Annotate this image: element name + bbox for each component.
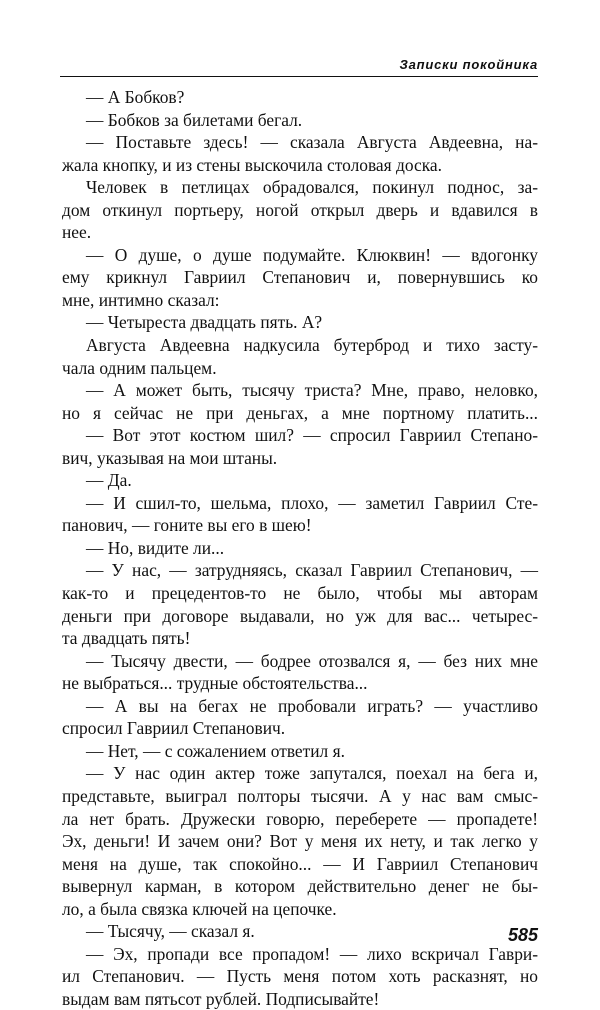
text-line: — А может быть, тысячу триста? Мне, право, неловко, xyxy=(86,380,538,401)
text-line: дом откинул портьеру, ногой открыл дверь и вдавился в xyxy=(62,199,538,220)
text-line: — Вот этот костюм шил? — спросил Гавриил Степано- xyxy=(86,425,538,446)
text-line: — А Бобков? xyxy=(86,87,185,107)
text-line: — Четыреста двадцать пять. А? xyxy=(86,312,323,333)
text-line: представьте, выиграл полторы тысячи. А у нас вам смыс- xyxy=(62,785,538,806)
text-line: вич, указывая на мои штаны. xyxy=(62,447,278,468)
text-line: деньги при договоре выдавали, но уж для вас... четырес- xyxy=(62,605,538,626)
text-line: — А вы на бегах не пробовали играть? — участливо xyxy=(86,695,538,716)
text-line: вывернул карман, в котором действительно денег не бы- xyxy=(62,876,538,897)
running-title: Записки покойника xyxy=(399,57,538,72)
text-line: — У нас один актер тоже запутался, поехал на бега и, xyxy=(86,763,538,784)
text-line: — Нет, — с сожалением ответил я. xyxy=(86,740,345,761)
text-line: мне, интимно сказал: xyxy=(62,289,220,310)
text-line: нее. xyxy=(62,222,92,243)
text-line: — Эх, пропади все пропадом! — лихо вскричал Гаври- xyxy=(86,943,538,964)
text-line: — Но, видите ли... xyxy=(86,537,225,558)
text-line: — У нас, — затрудняясь, сказал Гавриил Степанович, — xyxy=(86,560,538,581)
text-line: — Поставьте здесь! — сказала Августа Авдеевна, на- xyxy=(86,132,538,153)
text-line: — Тысячу, — сказал я. xyxy=(86,921,255,942)
text-line: — О душе, о душе подумайте. Клюквин! — вдогонку xyxy=(86,244,538,265)
text-line: — Да. xyxy=(86,470,132,491)
text-line: не выбраться... трудные обстоятельства... xyxy=(62,673,368,694)
text-line: как-то и прецедентов-то не было, чтобы мы авторам xyxy=(62,583,538,604)
text-line: жала кнопку, и из стены выскочила столовая доска. xyxy=(62,154,442,175)
text-line: — Бобков за билетами бегал. xyxy=(86,109,303,130)
text-line: ло, а была связка ключей на цепочке. xyxy=(62,898,337,919)
text-line: ла нет брать. Дружески говорю, переберете — пропадете! xyxy=(62,808,538,829)
text-line: Августа Авдеевна надкусила бутерброд и тихо засту- xyxy=(86,335,538,356)
text-line: чала одним пальцем. xyxy=(62,357,217,378)
running-header xyxy=(60,56,538,77)
text-line: та двадцать пять! xyxy=(62,628,191,649)
text-line: ил Степанович. — Пусть меня потом хоть расказнят, но xyxy=(62,966,538,987)
text-line: — И сшил-то, шельма, плохо, — заметил Гавриил Сте- xyxy=(86,492,538,513)
text-line: Человек в петлицах обрадовался, покинул поднос, за- xyxy=(86,177,538,198)
text-line: меня на душе, так спокойно... — И Гавриил Степанович xyxy=(62,853,538,874)
text-line: спросил Гавриил Степанович. xyxy=(62,718,286,739)
text-line: — Тысячу двести, — бодрее отозвался я, — без них мне xyxy=(86,650,538,671)
text-line: ему крикнул Гавриил Степанович и, повернувшись ко xyxy=(62,267,538,288)
text-line: выдам вам пятьсот рублей. Подписывайте! xyxy=(62,988,380,1009)
text-line: но я сейчас не при деньгах, а мне портному платить... xyxy=(62,402,538,423)
text-body xyxy=(62,86,538,1010)
page-number: 585 xyxy=(507,925,538,945)
text-line: панович, — гоните вы его в шею! xyxy=(62,515,312,536)
text-line: Эх, деньги! И зачем они? Вот у меня их нету, и так легко у xyxy=(62,831,538,852)
